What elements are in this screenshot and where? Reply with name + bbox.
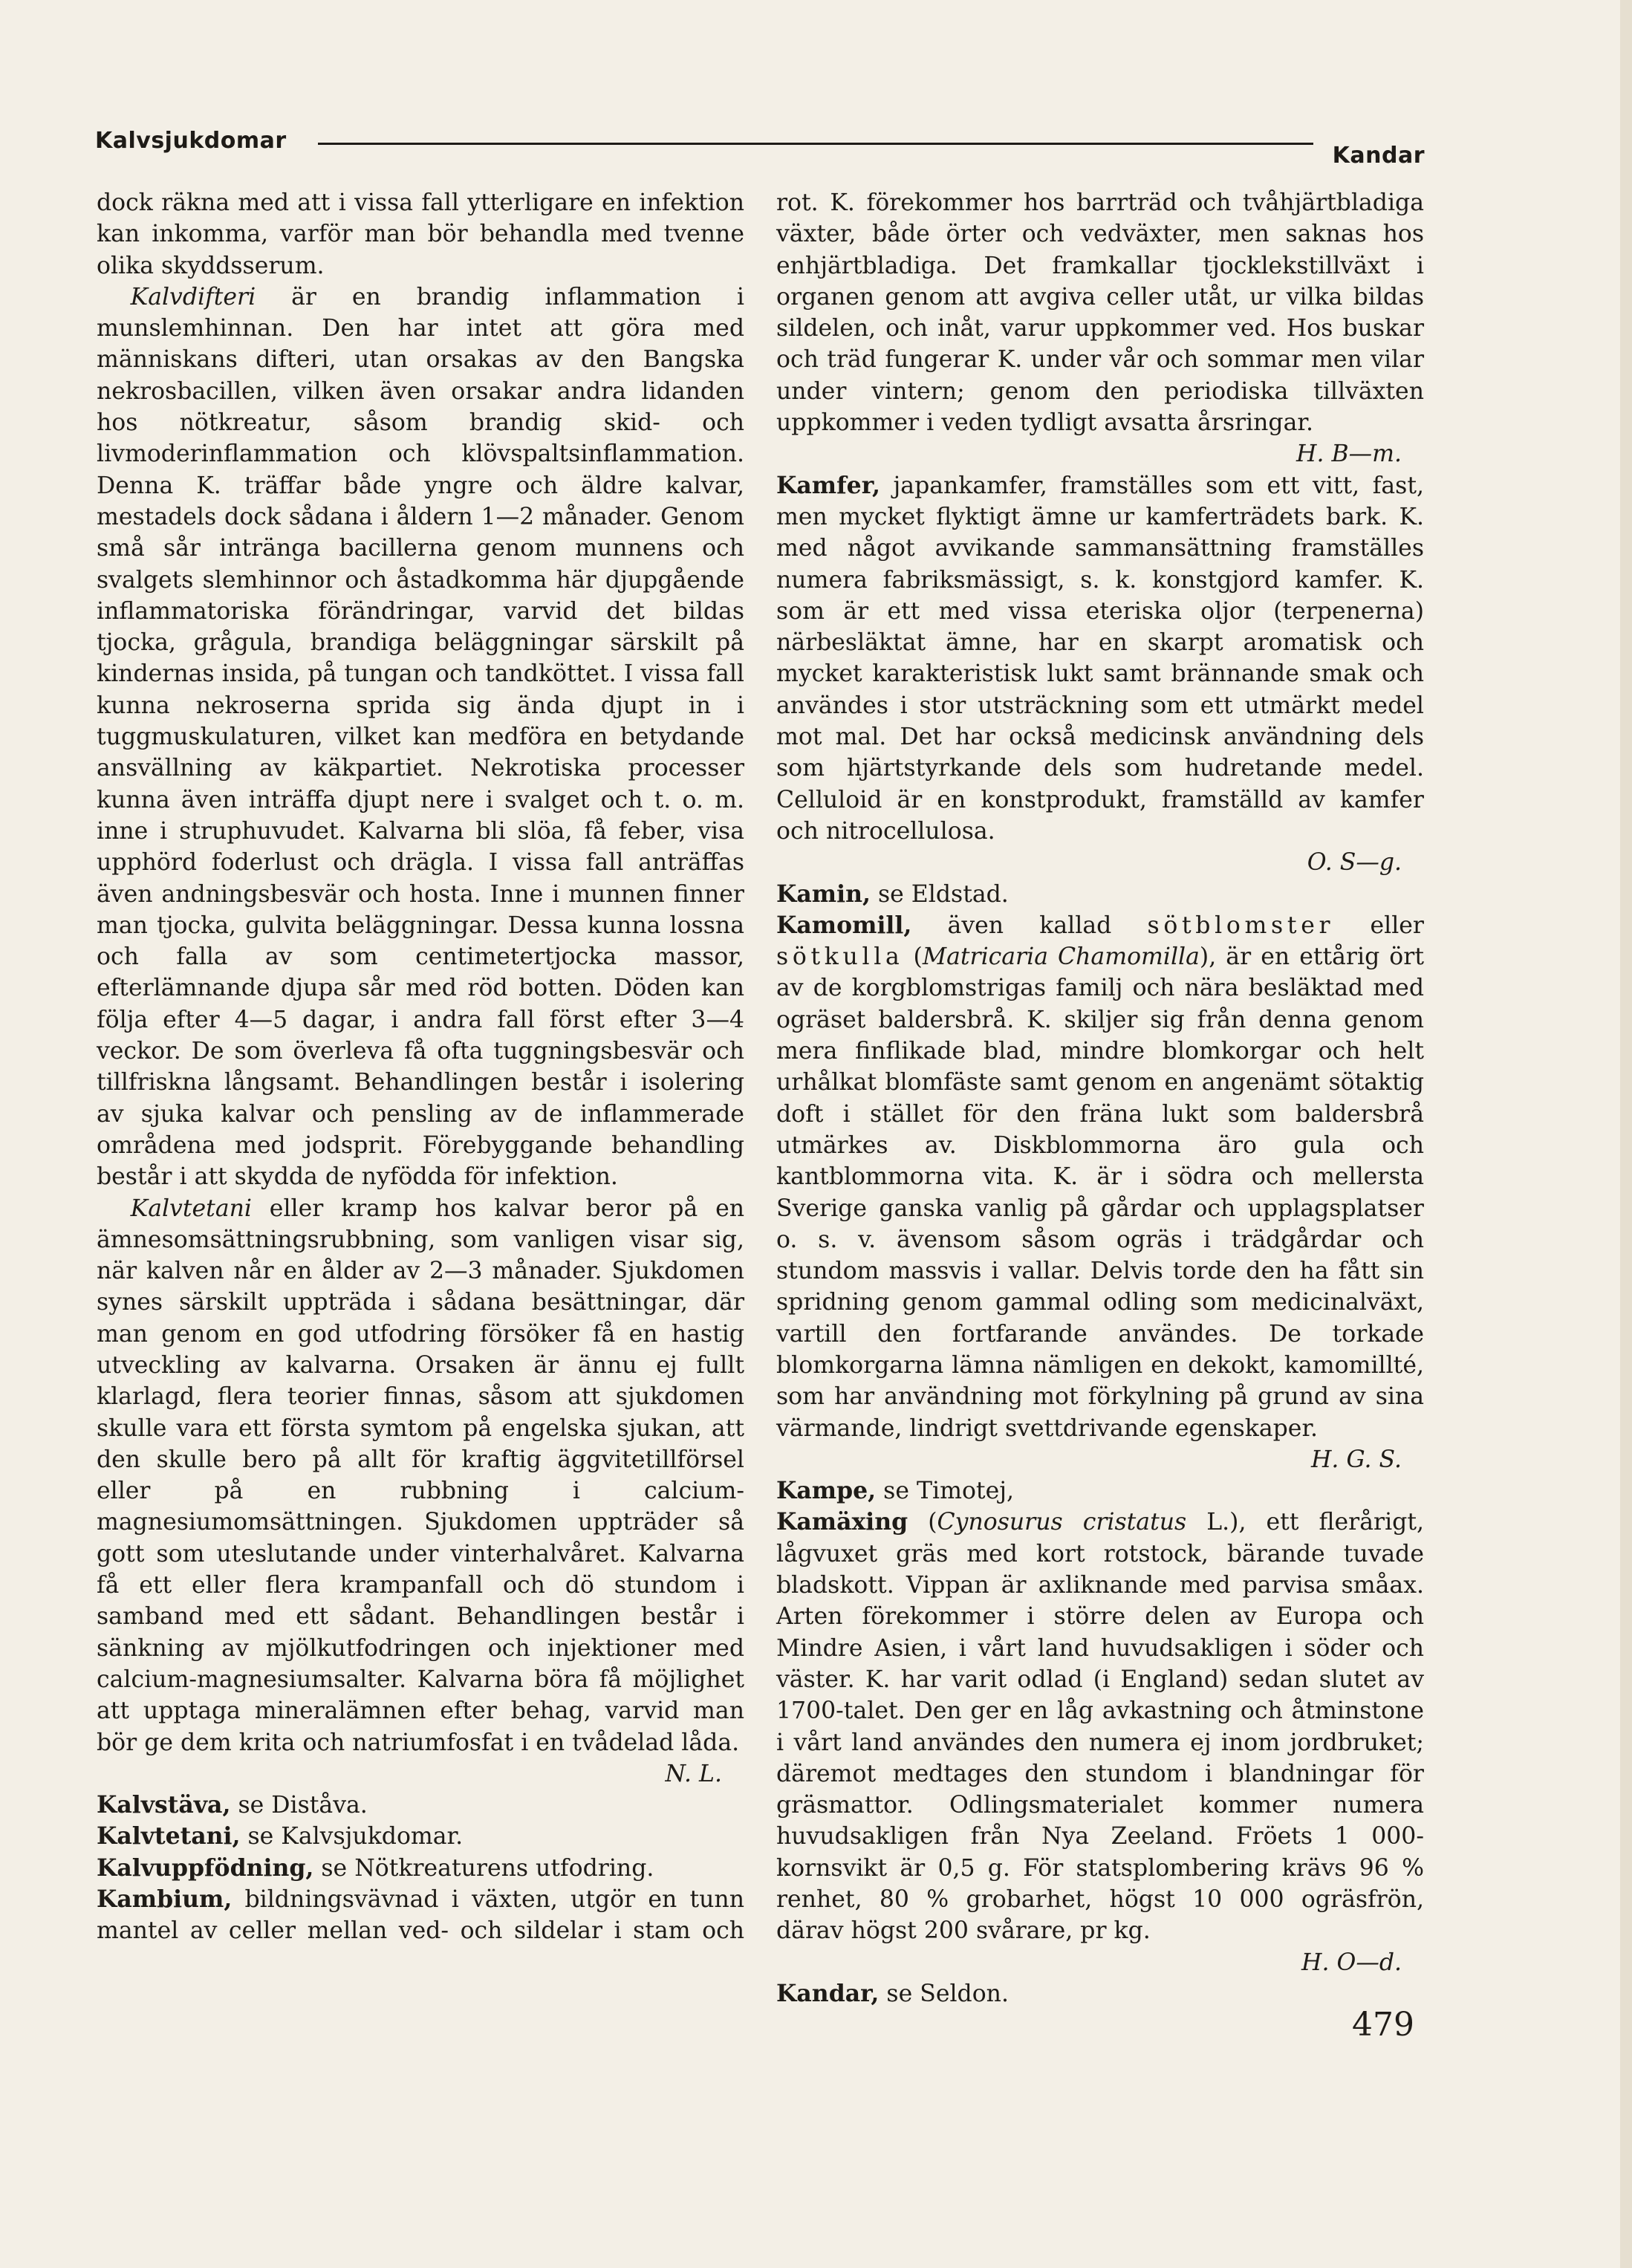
entry-kampe: Kampe, se Timotej,	[776, 1477, 1014, 1505]
running-header	[95, 119, 1425, 171]
entry-kambium-continued: rot. K. förekommer hos barrträd och tvåhjärtbladiga växter, både örter och vedväxter, men saknas hos enhjärtbladiga. Det framkallar tjocklekstillväxt i organen genom att avgiva celler utåt, ur vilka bildas sildelen, och inåt, varur uppkommer ved. Hos buskar och träd fungerar K. under vår och sommar men vilar under vintern; genom den periodiska tillväxten uppkommer i veden tydligt avsatta årsringar. H. B—m.	[776, 187, 1424, 470]
page-number: 479	[1352, 2006, 1414, 2044]
header-rule	[318, 143, 1313, 145]
signature: H. B—m.	[1295, 441, 1402, 468]
entry-kambium: Kambium, bildningsvävnad i växten, utgör en tunn mantel av celler mellan ved- och sildelar i stam och	[97, 1885, 744, 1945]
entry-kalvdifteri: Kalvdifteri är en brandig inflammation i munslemhinnan. Den har intet att göra med människans difteri, utan orsakas av den Bangska nekrosbacillen, vilken även orsakar andra lidanden hos nötkreatur, såsom brandig skid- och livmoderinflammation och klövspaltsinflammation. Denna K. träffar både yngre och äldre kalvar, mestadels dock sådana i åldern 1—2 månader. Genom små sår intränga bacillerna genom munnens och svalgets slemhinnor och åstadkomma här djupgående inflammatoriska förändringar, varvid det bildas tjocka, grågula, brandiga beläggningar särskilt på kindernas insida, på tungan och tandköttet. I vissa fall kunna nekroserna sprida sig ända djupt in i tuggmuskulaturen, vilket kan medföra en betydande ansvällning av käkpartiet. Nekrotiska processer kunna även inträffa djupt nere i svalget och t. o. m. inne i struphuvudet. Kalvarna bli slöa, få feber, visa upphörd foderlust och drägla. I vissa fall anträffas även andningsbesvär och hosta. Inne i munnen finner man tjocka, gulvita beläggningar. Dessa kunna lossna och falla av som centimetertjocka massor, efterlämnande djupa sår med röd botten. Döden kan följa efter 4—5 dagar, i andra fall först efter 3—4 veckor. De som överleva få ofta tuggningsbesvär och tillfriskna långsamt. Behandlingen består i isolering av sjuka kalvar och pensling av de inflammerade områdena med jodsprit. Förebyggande behandling består i att skydda de nyfödda för infektion.	[97, 283, 744, 1191]
signature: H. O—d.	[1301, 1949, 1402, 1976]
entry-kalvtetani: Kalvtetani, se Kalvsjukdomar.	[97, 1822, 464, 1851]
entry-kamin: Kamin, se Eldstad.	[776, 880, 1009, 908]
paragraph-continued: dock räkna med att i vissa fall ytterligare en infektion kan inkomma, varför man bör behandla med tvenne olika skyddsserum.	[97, 189, 744, 279]
left-column	[97, 187, 744, 1947]
entry-kandar: Kandar, se Seldon.	[776, 1979, 1009, 2007]
right-column	[776, 187, 1424, 2009]
entry-kalvtetani-text: Kalvtetani eller kramp hos kalvar beror på en ämnesomsättningsrubbning, som vanligen visar sig, när kalven når en ålder av 2—3 månader. Sjukdomen synes särskilt uppträda i sådana besättningar, där man genom en god utfodring försöker få en hastig utveckling av kalvarna. Orsaken är ännu ej fullt klarlagd, flera teorier finnas, såsom att sjukdomen skulle vara ett första symtom på engelska sjukan, att den skulle bero på allt för kraftig äggvitetillförsel eller på en rubbning i calcium-magnesiumomsättningen. Sjukdomen uppträder så gott som uteslutande under vinterhalvåret. Kalvarna få ett eller flera krampanfall och dö stundom i samband med ett sådant. Behandlingen består i sänkning av mjölkutfodringen och injektioner med calcium-magnesiumsalter. Kalvarna böra få möjlighet att upptaga mineralämnen efter behag, varvid man bör ge dem krita och natriumfosfat i en tvådelad låda. N. L.	[97, 1193, 744, 1790]
signature: N. L.	[665, 1760, 722, 1787]
header-right-keyword: Kandar	[1332, 143, 1425, 169]
entry-kalvstava: Kalvstäva, se Diståva.	[97, 1791, 368, 1819]
signature: H. G. S.	[1310, 1446, 1402, 1473]
term-kalvdifteri: Kalvdifteri	[130, 283, 256, 311]
signature: O. S—g.	[1307, 849, 1402, 877]
page-edge	[1620, 0, 1632, 2268]
entry-kamaxing: Kamäxing (Cynosurus cristatus L.), ett flerårigt, lågvuxet gräs med kort rotstock, bärande tuvade bladskott. Vippan är axliknande med parvisa småax. Arten förekommer i större delen av Europa och Mindre Asien, i vårt land huvudsakligen i söder och väster. K. har varit odlad (i England) sedan slutet av 1700-talet. Den ger en låg avkastning och åtminstone i vårt land användes den numera ej inom jordbruket; däremot medtages den stundom i blandningar för gräsmattor. Odlingsmaterialet kommer numera huvudsakligen från Nya Zeeland. Fröets 1 000-kornsvikt är 0,5 g. För statsplombering krävs 96 % renhet, 80 % grobarhet, högst 10 000 ogräsfrön, därav högst 200 svårare, pr kg. H. O—d.	[776, 1507, 1424, 1978]
entry-kamomill: Kamomill, även kallad sötblomster eller sötkulla (Matricaria Chamomilla), är en ettårig ört av de korgblomstrigas familj och nära besläktad med ogräset baldersbrå. K. skiljer sig från denna genom mera finflikade blad, mindre blomkorgar och helt urhålkat blomfäste samt genom en angenämt sötaktig doft i stället för den fräna lukt som baldersbrå utmärkes av. Diskblommorna äro gula och kantblommorna vita. K. är i södra och mellersta Sverige ganska vanlig på gårdar och upplagsplatser o. s. v. ävensom såsom ogräs i trädgårdar och stundom massvis i vallar. Delvis torde den ha fått sin spridning genom gammal odling som medicinalväxt, vartill den fortfarande användes. De torkade blomkorgarna lämna nämligen en dekokt, kamomillté, som har användning mot förkylning på grund av sina värmande, lindrigt svettdrivande egenskaper. H. G. S.	[776, 910, 1424, 1475]
term-kalvtetani: Kalvtetani	[130, 1195, 252, 1222]
entry-kamfer: Kamfer, japankamfer, framställes som ett vitt, fast, men mycket flyktigt ämne ur kamferträdets bark. K. med något avvikande sammansättning framställes numera fabriksmässigt, s. k. konstgjord kamfer. K. som är ett med vissa eteriska oljor (terpenerna) närbesläktat ämne, har en skarpt aromatisk och mycket karakteristisk lukt samt brännande smak och användes i stor utsträckning som ett utmärkt medel mot mal. Det har också medicinsk användning dels som hjärtstyrkande dels som hudretande medel. Celluloid är en konstprodukt, framställd av kamfer och nitrocellulosa. O. S—g.	[776, 470, 1424, 879]
header-left-keyword: Kalvsjukdomar	[95, 128, 287, 154]
entry-kalvuppfodning: Kalvuppfödning, se Nötkreaturens utfodring.	[97, 1853, 654, 1882]
